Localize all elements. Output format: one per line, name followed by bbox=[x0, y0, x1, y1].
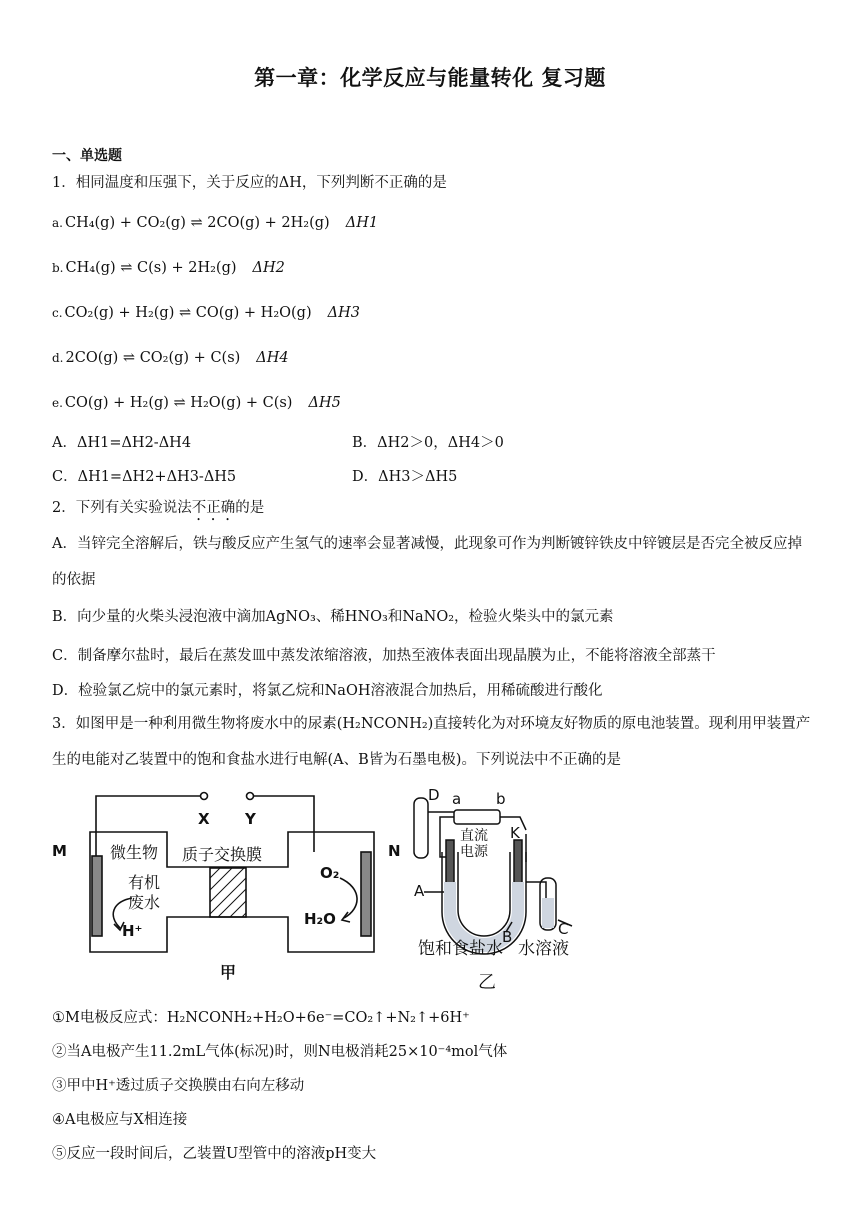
reaction-c bbox=[52, 302, 360, 324]
emphasized-word: 不正确 bbox=[191, 500, 236, 516]
u-tube-inner bbox=[458, 852, 510, 936]
proton-exchange-membrane bbox=[210, 868, 246, 917]
stem-text-end: 的是 bbox=[235, 500, 265, 516]
electrode-n bbox=[361, 852, 371, 936]
reaction-label: e. bbox=[52, 396, 63, 410]
equilibrium-arrow-icon: ⇌ bbox=[122, 350, 136, 366]
reaction-label: c. bbox=[52, 306, 63, 320]
q2-option-d: D．检验氯乙烷中的氯元素时，将氯乙烷和NaOH溶液混合加热后，用稀硫酸进行酸化 bbox=[52, 683, 603, 699]
label-n: N bbox=[388, 842, 401, 860]
label-membrane: 质子交换膜 bbox=[182, 845, 263, 864]
reaction-lhs: 2CO(g) bbox=[65, 350, 119, 366]
label-h2o: H₂O bbox=[304, 910, 336, 928]
enthalpy-label: ΔH3 bbox=[327, 305, 360, 321]
figure-yi bbox=[414, 798, 572, 954]
q1-option-a: A．ΔH1=ΔH2-ΔH4 bbox=[52, 435, 192, 451]
statement-2: ②当A电极产生11.2mL气体(标况)时，则N电极消耗25×10⁻⁴mol气体 bbox=[52, 1044, 508, 1060]
terminal-x-icon bbox=[201, 793, 208, 800]
label-electrode-a: A bbox=[414, 882, 425, 900]
terminal-y-icon bbox=[247, 793, 254, 800]
reaction-rhs: 2CO(g) + 2H₂(g) bbox=[207, 215, 330, 231]
membrane-hatch bbox=[210, 868, 246, 917]
reaction-lhs: CH₄(g) bbox=[65, 260, 116, 276]
q2-option-c: C．制备摩尔盐时，最后在蒸发皿中蒸发浓缩溶液，加热至液体表面出现晶膜为止，不能将溶液全部蒸干 bbox=[52, 648, 716, 664]
reaction-label: a. bbox=[52, 216, 63, 230]
caption-jia: 甲 bbox=[220, 963, 237, 982]
page-title: 第一章：化学反应与能量转化 复习题 bbox=[254, 66, 606, 90]
label-x: X bbox=[198, 810, 210, 828]
label-dc-2: 电源 bbox=[460, 844, 488, 860]
question-3-stem: 3．如图甲是一种利用微生物将废水中的尿素(H₂NCONH₂)直接转化为对环境友好物质的原电池装置。现利用甲装置产生的电能对乙装置中的饱和食盐水进行电解(A、B皆为石墨电极)。下列说法中不正确的是 bbox=[52, 716, 811, 768]
statement-1: ①M电极反应式：H₂NCONH₂+H₂O+6e⁻=CO₂↑+N₂↑+6H⁺ bbox=[52, 1010, 470, 1026]
reaction-a bbox=[52, 212, 378, 234]
reaction-lhs: CO₂(g) + H₂(g) bbox=[64, 305, 175, 321]
question-2-stem bbox=[52, 498, 264, 524]
enthalpy-label: ΔH4 bbox=[256, 350, 289, 366]
reaction-label: d. bbox=[52, 351, 64, 365]
equilibrium-arrow-icon: ⇌ bbox=[120, 260, 133, 276]
statement-4: ④A电极应与X相连接 bbox=[52, 1112, 188, 1128]
q2-option-a: A．当锌完全溶解后，铁与酸反应产生氢气的速率会显著减慢，此现象可作为判断镀锌铁皮中锌镀层是否完全被反应掉的依据 bbox=[52, 536, 802, 588]
q1-option-b: B．ΔH2＞0，ΔH4＞0 bbox=[352, 435, 504, 451]
label-brine: 饱和食盐水 bbox=[418, 939, 503, 959]
label-h-plus: H⁺ bbox=[122, 922, 143, 940]
section-heading: 一、单选题 bbox=[52, 148, 122, 164]
label-m: M bbox=[52, 842, 67, 860]
label-dc-1: 直流 bbox=[460, 828, 488, 844]
label-organic-1: 有机 bbox=[128, 873, 161, 892]
reaction-rhs: CO(g) + H₂O(g) bbox=[195, 305, 312, 321]
reaction-rhs: H₂O(g) + C(s) bbox=[190, 395, 293, 411]
solution-fill bbox=[542, 898, 554, 928]
q1-option-d: D．ΔH3＞ΔH5 bbox=[352, 469, 458, 485]
enthalpy-label: ΔH5 bbox=[308, 395, 341, 411]
dc-source bbox=[454, 810, 500, 824]
label-c: C bbox=[558, 920, 569, 938]
label-water-solution: 水溶液 bbox=[518, 939, 569, 959]
reaction-lhs: CO(g) + H₂(g) bbox=[64, 395, 169, 411]
question-3-figure bbox=[52, 782, 612, 997]
label-k: K bbox=[510, 824, 520, 842]
statement-5: ⑤反应一段时间后，乙装置U型管中的溶液pH变大 bbox=[52, 1146, 377, 1162]
reaction-d bbox=[52, 347, 289, 369]
wire-right bbox=[254, 796, 314, 852]
label-electrode-b: B bbox=[502, 928, 513, 946]
q1-option-c: C．ΔH1=ΔH2+ΔH3-ΔH5 bbox=[52, 469, 237, 485]
label-b-terminal: b bbox=[496, 790, 506, 808]
question-1-stem: 1．相同温度和压强下，关于反应的ΔH，下列判断不正确的是 bbox=[52, 175, 447, 191]
label-microbe: 微生物 bbox=[110, 843, 159, 862]
equilibrium-arrow-icon: ⇌ bbox=[178, 305, 192, 321]
label-o2: O₂ bbox=[320, 864, 340, 882]
reaction-label: b. bbox=[52, 261, 64, 275]
reaction-e bbox=[52, 392, 341, 414]
equilibrium-arrow-icon: ⇌ bbox=[190, 215, 203, 231]
reaction-rhs: C(s) + 2H₂(g) bbox=[137, 260, 237, 276]
reaction-rhs: CO₂(g) + C(s) bbox=[139, 350, 241, 366]
enthalpy-label: ΔH2 bbox=[252, 260, 285, 276]
label-a-terminal: a bbox=[452, 790, 462, 808]
equilibrium-arrow-icon: ⇌ bbox=[173, 395, 186, 411]
reaction-lhs: CH₄(g) + CO₂(g) bbox=[64, 215, 186, 231]
electrode-m bbox=[92, 856, 102, 936]
caption-yi: 乙 bbox=[478, 972, 496, 993]
reaction-b bbox=[52, 257, 285, 279]
figure-svg bbox=[52, 782, 612, 997]
collection-tube-d bbox=[414, 798, 428, 858]
statement-3: ③甲中H⁺透过质子交换膜由右向左移动 bbox=[52, 1078, 305, 1094]
stem-text: 2．下列有关实验说法 bbox=[52, 500, 192, 516]
label-d: D bbox=[428, 786, 440, 804]
label-y: Y bbox=[245, 810, 256, 828]
arrow-o2-h2o bbox=[340, 878, 357, 918]
label-organic-2: 废水 bbox=[128, 893, 161, 912]
q2-option-b: B．向少量的火柴头浸泡液中滴加AgNO₃、稀HNO₃和NaNO₂，检验火柴头中的氯元素 bbox=[52, 609, 614, 625]
enthalpy-label: ΔH1 bbox=[345, 215, 379, 231]
